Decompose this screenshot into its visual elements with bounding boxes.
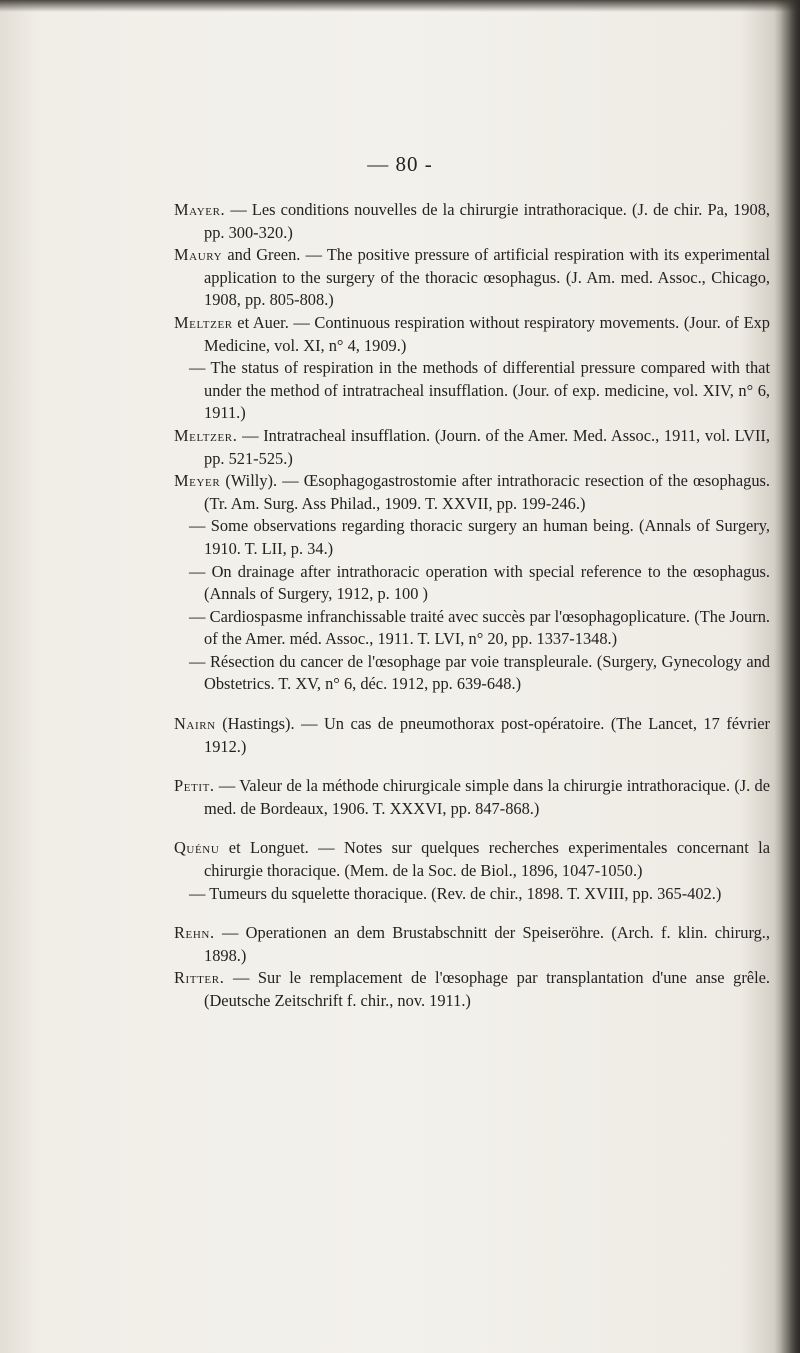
bibliography-entry <box>174 837 770 882</box>
entry-text: and Green. — The positive pressure of artificial respiration with its experimental application to the surgery of the thoracic œsophagus. (J. Am. med. Assoc., Chicago, 1908, pp. 805-808.) <box>204 245 770 310</box>
entry-text: — Operationen an dem Brustabschnitt der Speiseröhre. (Arch. f. klin. chirurg., 1898.) <box>204 923 770 965</box>
bibliography-list <box>174 199 770 1013</box>
entry-text: — The status of respiration in the methods of differential pressure compared with that under the method of intratracheal insufflation. (Jour. of exp. medicine, vol. XIV, n° 6, 1911.) <box>189 358 770 423</box>
entry-author: Nairn <box>174 714 216 734</box>
entry-text: et Auer. — Continuous respiration without respiratory movements. (Jour. of Exp Medicine, vol. XI, n° 4, 1909.) <box>204 312 770 355</box>
bibliography-entry <box>174 561 770 606</box>
page-number: — 80 - <box>367 152 433 176</box>
book-spine-shadow <box>774 0 800 1353</box>
entry-text: — Les conditions nouvelles de la chirurgie intrathoracique. (J. de chir. Pa, 1908, pp. 300-320.) <box>204 200 770 242</box>
bibliography-entry <box>174 357 770 425</box>
bibliography-entry <box>174 922 770 967</box>
bibliography-entry <box>174 775 770 820</box>
entry-text: — Valeur de la méthode chirurgicale simple dans la chirurgie intrathoracique. (J. de med. de Bordeaux, 1906. T. XXXVI, pp. 847-868.) <box>204 776 770 818</box>
entry-author: Petit. <box>174 776 215 796</box>
entry-author: Meyer <box>174 471 221 491</box>
entry-text: — Some observations regarding thoracic surgery an human being. (Annals of Surgery, 1910. T. LII, p. 34.) <box>189 516 770 558</box>
page-top-shadow <box>0 0 800 12</box>
entry-text: — Résection du cancer de l'œsophage par voie transpleurale. (Surgery, Gynecology and Obstetrics. T. XV, n° 6, déc. 1912, pp. 639-648.) <box>189 651 770 694</box>
entry-text: et Longuet. — Notes sur quelques recherches experimentales concernant la chirurgie thoracique. (Mem. de la Soc. de Biol., 1896, 1047-1050.) <box>204 838 770 881</box>
entry-text: — Sur le remplacement de l'œsophage par transplantation d'une anse grêle. (Deutsche Zeitschrift f. chir., nov. 1911.) <box>204 968 770 1010</box>
entry-text: — On drainage after intrathoracic operation with special reference to the œsophagus. (Annals of Surgery, 1912, p. 100 ) <box>189 561 770 604</box>
bibliography-entry <box>174 312 770 357</box>
entry-author: Meltzer. <box>174 425 238 445</box>
entry-text: (Hastings). — Un cas de pneumothorax post-opératoire. (The Lancet, 17 février 1912.) <box>204 714 770 756</box>
bibliography-entry <box>174 967 770 1012</box>
bibliography-entry <box>174 713 770 758</box>
bibliography-entry <box>174 470 770 515</box>
entry-text: — Tumeurs du squelette thoracique. (Rev. de chir., 1898. T. XVIII, pp. 365-402.) <box>189 883 722 903</box>
entry-author: Ritter. <box>174 968 225 988</box>
bibliography-entry <box>174 651 770 696</box>
entry-author: Rehn. <box>174 923 215 943</box>
entry-author: Maury <box>174 245 223 265</box>
bibliography-entry <box>174 425 770 470</box>
entry-author: Meltzer <box>174 312 233 332</box>
bibliography-entry <box>174 606 770 651</box>
bibliography-entry <box>174 883 770 906</box>
entry-author: Mayer. <box>174 200 226 219</box>
bibliography-entry <box>174 515 770 560</box>
bibliography-entry <box>174 244 770 312</box>
entry-text: — Intratracheal insufflation. (Journ. of the Amer. Med. Assoc., 1911, vol. LVII, pp. 521-525.) <box>204 425 770 468</box>
entry-text: — Cardiospasme infranchissable traité avec succès par l'œsophagoplicature. (The Journ. of the Amer. méd. Assoc., 1911. T. LVI, n° 20, pp. 1337-1348.) <box>189 606 770 649</box>
bibliography-entry <box>174 199 770 244</box>
entry-text: (Willy). — Œsophagogastrostomie after intrathoracic resection of the œsophagus. (Tr. Am. Surg. Ass Philad., 1909. T. XXVII, pp. 199-246.) <box>204 471 770 513</box>
entry-author: Quénu <box>174 838 220 858</box>
